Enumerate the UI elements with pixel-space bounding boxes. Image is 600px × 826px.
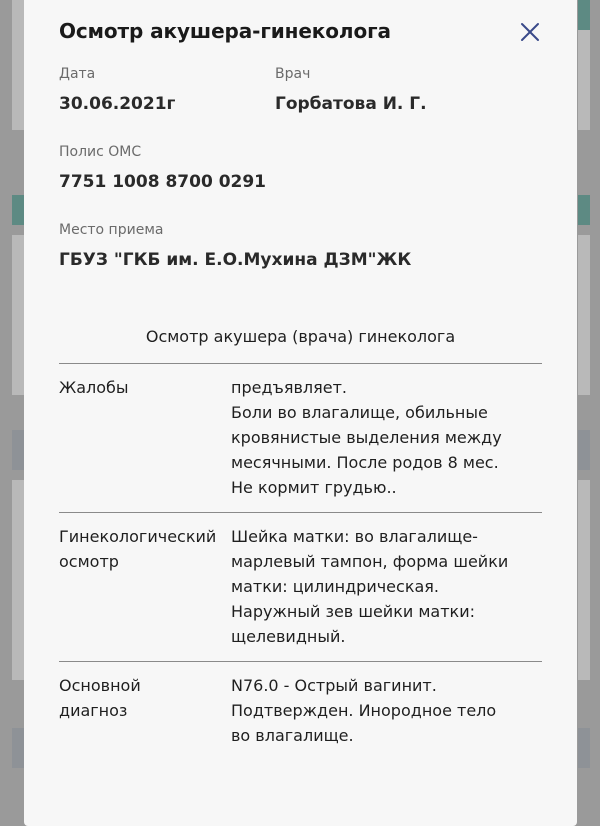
bg-accent-right [578,0,590,30]
close-icon [518,20,542,44]
bg-card-edge-right [578,235,590,395]
row-value: предъявляет. Боли во влагалище, обильные кровянистые выделения между месячными. После родов 8 мес. Не кормит грудью.. [231,378,502,497]
date-field [59,66,275,144]
doctor-label: Врач [275,66,311,82]
place-value: ГБУЗ "ГКБ им. Е.О.Мухина ДЗМ"ЖК [59,250,412,270]
bg-accent-left [12,195,24,225]
date-label: Дата [59,66,96,82]
bg-card-edge-left [12,0,24,130]
close-button[interactable] [518,20,542,44]
policy-value: 7751 1008 8700 0291 [59,172,267,192]
date-value: 30.06.2021г [59,94,176,114]
bg-card-edge-left [12,235,24,395]
policy-label: Полис ОМС [59,144,142,160]
row-key: Основной диагноз [59,676,141,720]
doctor-value: Горбатова И. Г. [275,94,427,114]
exam-detail-modal [24,0,577,826]
row-value: Шейка матки: во влагалище- марлевый тампон, форма шейки матки: цилиндрическая. Наружный зев шейки матки: щелевидный. [231,527,509,646]
row-key: Гинекологический осмотр [59,527,217,571]
bg-accent-right [578,728,590,768]
bg-card-edge-left [12,480,24,680]
bg-accent-left [12,728,24,768]
bg-accent-left [12,430,24,470]
table-row [59,662,542,760]
date-doctor-row [59,66,542,144]
doctor-field [275,66,542,144]
modal-title: Осмотр акушера-гинеколога [59,19,391,43]
bg-accent-right [578,430,590,470]
bg-card-edge-right [578,30,590,130]
place-label: Место приема [59,222,164,238]
table-row [59,364,542,513]
bg-accent-right [578,195,590,225]
exam-table [59,363,542,760]
policy-field [59,144,542,222]
row-value: N76.0 - Острый вагинит. Подтвержден. Инородное тело во влагалище. [231,676,497,745]
row-key: Жалобы [59,378,129,397]
exam-section-title: Осмотр акушера (врача) гинеколога [145,327,456,346]
modal-header [59,0,542,66]
table-row [59,513,542,662]
bg-card-edge-right [578,480,590,680]
place-field [59,222,542,300]
